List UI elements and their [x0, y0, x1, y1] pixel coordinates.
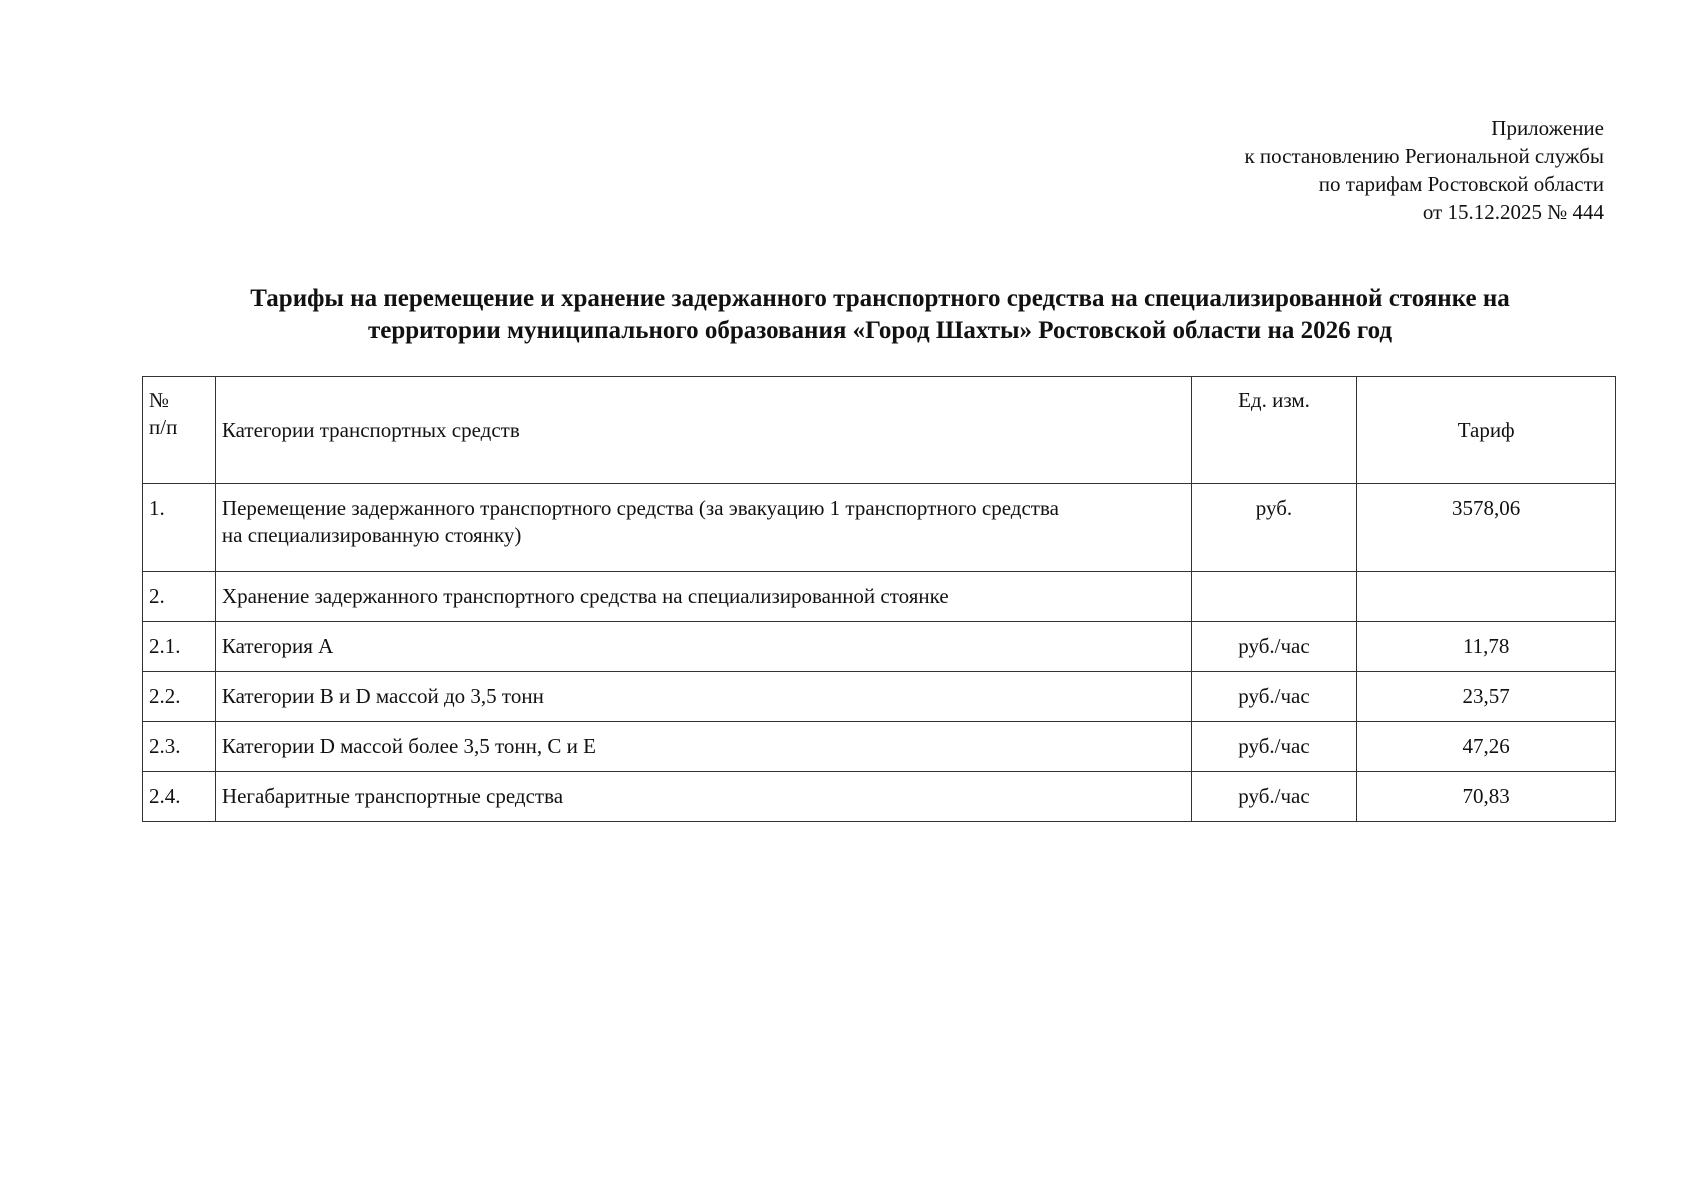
appendix-label: Приложение: [1491, 116, 1604, 140]
row-tariff: 3578,06: [1357, 484, 1616, 572]
table-row: [143, 622, 1616, 672]
row-tariff: 11,78: [1357, 622, 1616, 672]
appendix-date-number: от 15.12.2025 № 444: [1422, 200, 1604, 224]
row-unit: руб./час: [1191, 772, 1357, 822]
row-category-line: Перемещение задержанного транспортного средства (за эвакуацию 1 транспортного средства: [221, 496, 1059, 520]
appendix-resolution-line: к постановлению Региональной службы: [1244, 144, 1604, 168]
row-unit: руб./час: [1191, 722, 1357, 772]
table-header-row: [143, 377, 1616, 484]
row-tariff: 47,26: [1357, 722, 1616, 772]
row-category: Категории В и D массой до 3,5 тонн: [215, 672, 1191, 722]
header-cell-unit: Ед. изм.: [1191, 377, 1357, 484]
row-category: Хранение задержанного транспортного средства на специализированной стоянке: [215, 572, 1191, 622]
header-cell-category: Категории транспортных средств: [215, 377, 1191, 484]
row-category: Негабаритные транспортные средства: [215, 772, 1191, 822]
table-row: [143, 484, 1616, 572]
table-row: [143, 672, 1616, 722]
row-number: 2.4.: [143, 772, 216, 822]
row-number: 2.1.: [143, 622, 216, 672]
row-number: 2.: [143, 572, 216, 622]
row-number: 1.: [143, 484, 216, 572]
header-cell-tariff: Тариф: [1357, 377, 1616, 484]
header-cell-number: [143, 377, 216, 484]
row-tariff: [1357, 572, 1616, 622]
row-unit: [1191, 572, 1357, 622]
table-row: [143, 722, 1616, 772]
document-title-line-2: территории муниципального образования «Город Шахты» Ростовской области на 2026 год: [367, 317, 1393, 344]
row-number: 2.3.: [143, 722, 216, 772]
row-category: [215, 484, 1191, 572]
document-title: [150, 283, 1610, 347]
row-unit: руб.: [1191, 484, 1357, 572]
row-category-line: на специализированную стоянку): [221, 523, 522, 547]
table-row: [143, 772, 1616, 822]
table-row: [143, 572, 1616, 622]
tariff-table: [142, 376, 1616, 822]
row-tariff: 23,57: [1357, 672, 1616, 722]
row-category: Категории D массой более 3,5 тонн, С и Е: [215, 722, 1191, 772]
row-unit: руб./час: [1191, 622, 1357, 672]
row-unit: руб./час: [1191, 672, 1357, 722]
row-number: 2.2.: [143, 672, 216, 722]
header-number-abbr: п/п: [149, 415, 178, 439]
row-category: Категория А: [215, 622, 1191, 672]
header-number-symbol: №: [149, 388, 170, 412]
appendix-header: [1244, 114, 1604, 226]
document-title-line-1: Тарифы на перемещение и хранение задержанного транспортного средства на специализированной стоянке на: [250, 285, 1510, 312]
appendix-authority-line: по тарифам Ростовской области: [1318, 172, 1604, 196]
row-tariff: 70,83: [1357, 772, 1616, 822]
